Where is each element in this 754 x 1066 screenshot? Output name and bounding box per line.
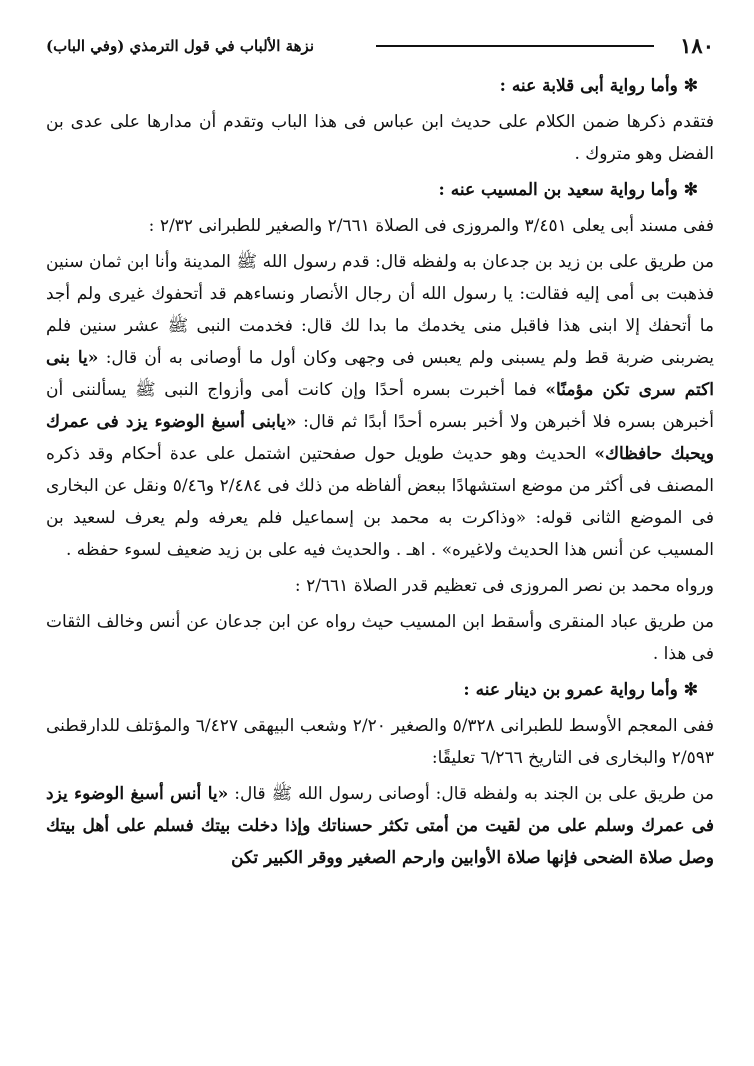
star-icon: ✻ (683, 76, 698, 96)
page-header (46, 34, 714, 62)
text-run: الحديث وهو حديث طويل حول صفحتين اشتمل على عدة أحكام وقد ذكره المصنف فى أكثر من موضع استشهادًا ببعض ألفاظه من ذلك فى ٢/٤٨٤ و٥/٤٦ ونقل عن البخارى فى الموضع الثانى قوله: «وذاكرت به محمد بن إسماعيل فلم يعرفه ولم يعرف لسعيد بن المسيب عن أنس هذا الحديث ولاغيره» . اهـ . والحديث فيه على بن زيد ضعيف لسوء حفظه . (46, 444, 714, 560)
star-icon: ✻ (683, 680, 698, 700)
paragraph: من طريق عباد المنقرى وأسقط ابن المسيب حيث رواه عن ابن جدعان عن أنس وخالف الثقات فى هذا . (46, 612, 714, 664)
heading-text: وأما رواية عمرو بن دينار عنه : (463, 680, 678, 700)
paragraph: ورواه محمد بن نصر المروزى فى تعظيم قدر الصلاة ٢/٦٦١ : (294, 576, 714, 596)
running-title: نزهة الألباب في قول الترمذي (وفي الباب) (46, 37, 314, 55)
section-heading-said (46, 174, 698, 206)
paragraph: فتقدم ذكرها ضمن الكلام على حديث ابن عباس فى هذا الباب وتقدم أن مدارها على عدى بن الفضل وهو متروك . (46, 112, 714, 164)
hadith-paragraph (46, 778, 714, 874)
text-run: من طريق على بن زيد بن جدعان به ولفظه قال: قدم رسول الله ﷺ المدينة وأنا ابن ثمان سنين فذهبت بى أمى إليه فقالت: يا رسول الله أن رجال الأنصار ونساءهم قد أتحفوك غيرى ولم أجد ما أتحفك إلا ابنى هذا فاقبل منى يخدمك ما بدا لك قال: فخدمت النبى ﷺ عشر سنين فلم يضربنى ضربة قط ولم يسبنى ولم يعبس فى وجهى وكان أول ما أوصانى به أن قال: (46, 252, 714, 368)
paragraph: ففى مسند أبى يعلى ٣/٤٥١ والمروزى فى الصلاة ٢/٦٦١ والصغير للطبرانى ٢/٣٢ : (148, 216, 714, 236)
header-rule (376, 45, 654, 47)
section-heading-abu-qilaba (46, 70, 698, 102)
hadith-paragraph (46, 246, 714, 566)
hadith-quote: «يابنى أسبغ الوضوء يزد فى عمرك ويحبك حافظاك» (46, 412, 714, 464)
page-body (46, 70, 714, 874)
paragraph: ففى المعجم الأوسط للطبرانى ٥/٣٢٨ والصغير ٢/٢٠ وشعب البيهقى ٦/٤٢٧ والمؤتلف للدارقطنى ٢/٥٩٣ والبخارى فى التاريخ ٦/٢٦٦ تعليقًا: (46, 716, 714, 768)
heading-text: وأما رواية أبى قلابة عنه : (499, 76, 678, 96)
text-run: فما أخبرت بسره أحدًا وإن كانت أمى وأزواج النبى ﷺ يسألننى أن أخبرهن بسره فلا أخبرهن ولا أخبر بسره أحدًا أبدًا ثم قال: (46, 380, 714, 432)
text-run: من طريق على بن الجند به ولفظه قال: أوصانى رسول الله ﷺ قال: (228, 784, 715, 804)
heading-text: وأما رواية سعيد بن المسيب عنه : (438, 180, 678, 200)
section-heading-amr (46, 674, 698, 706)
hadith-quote: «يا بنى اكتم سرى تكن مؤمنًا» (46, 348, 714, 400)
page-number: ١٨٠ (680, 33, 714, 58)
star-icon: ✻ (683, 180, 698, 200)
hadith-quote: «يا أنس أسبغ الوضوء يزد فى عمرك وسلم على من لقيت من أمتى تكثر حسناتك وإذا دخلت بيتك فسلم على أهل بيتك وصل صلاة الضحى فإنها صلاة الأوابين وارحم الصغير ووقر الكبير تكن (46, 784, 714, 868)
